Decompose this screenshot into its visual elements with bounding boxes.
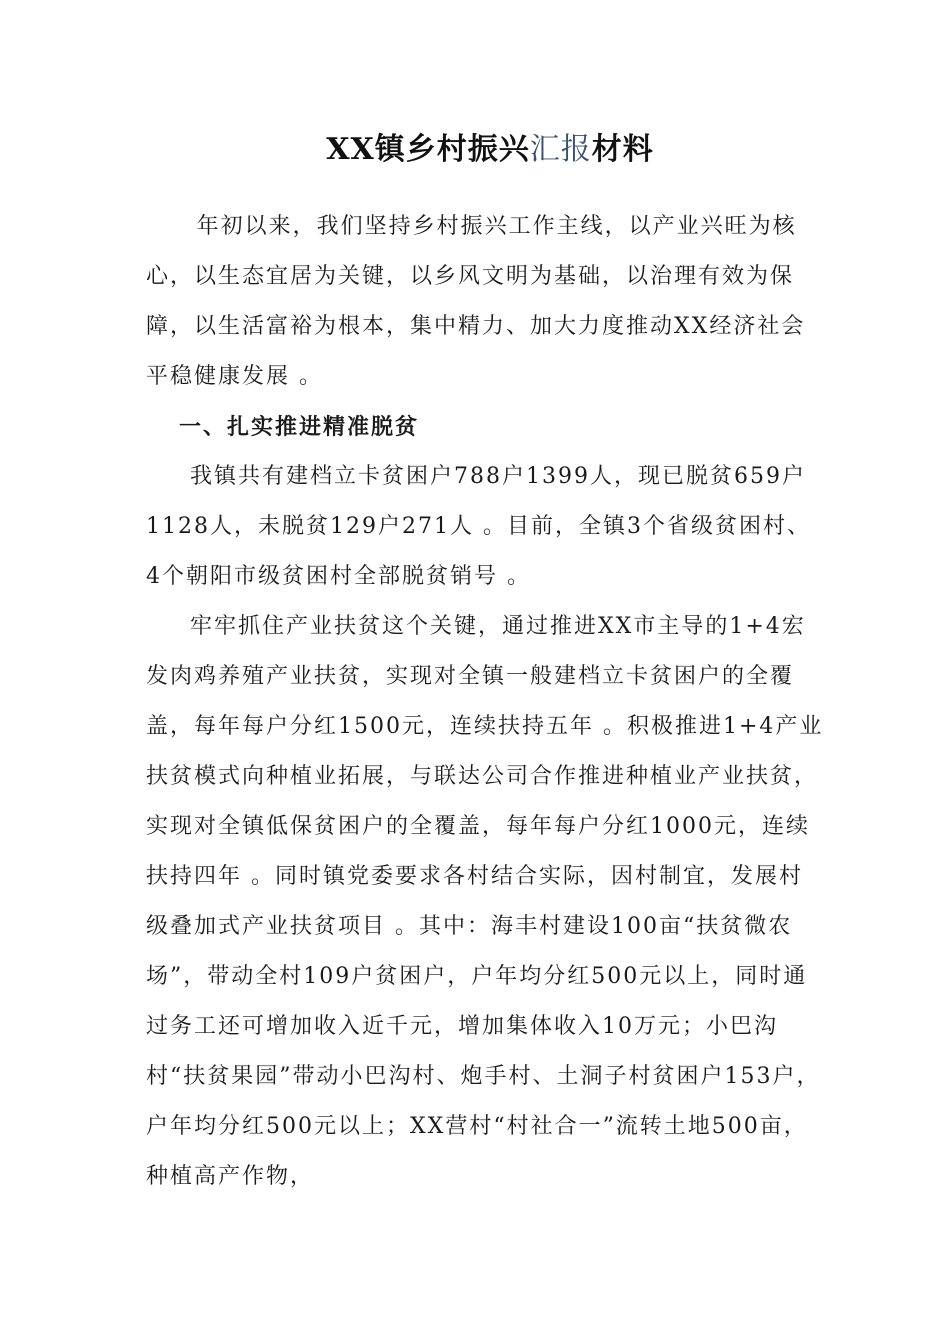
section-heading-1: 一、扎实推进精准脱贫 <box>179 414 420 440</box>
intro-paragraph: 年初以来，我们坚持乡村振兴工作主线，以产业兴旺为核心，以生态宜居为关键，以乡风文明为基础，以治理有效为保障，以生活富裕为根本，集中精力、加大力度推动XX经济社会平稳健康发展 。 <box>146 214 806 389</box>
title-part-2: 汇报 <box>529 132 592 167</box>
title-part-1: XX镇乡村振兴 <box>326 132 530 167</box>
section-1-paragraph-1: 我镇共有建档立卡贫困户788户1399人，现已脱贫659户1128人，未脱贫129户271人 。目前，全镇3个省级贫困村、4个朝阳市级贫困村全部脱贫销号 。 <box>146 464 811 589</box>
title-part-3: 材料 <box>591 132 654 167</box>
document-title <box>0 128 950 172</box>
document-body <box>146 202 826 1202</box>
section-1-paragraph-2: 牢牢抓住产业扶贫这个关键，通过推进XX市主导的1+4宏发肉鸡养殖产业扶贫，实现对全镇一般建档立卡贫困户的全覆盖，每年每户分红1500元，连续扶持五年 。积极推进1+4产业扶贫模式向种植业拓展，与联达公司合作推进种植业产业扶贫，实现对全镇低保贫困户的全覆盖，每年每户分红1000元，连续扶持四年 。同时镇党委要求各村结合实际，因村制宜，发展村级叠加式产业扶贫项目 。其中：海丰村建设100亩“扶贫微农场”，带动全村109户贫困户，户年均分红500元以上，同时通过务工还可增加收入近千元，增加集体收入10万元；小巴沟村“扶贫果园”带动小巴沟村、炮手村、土洞子村贫困户153户，户年均分红500元以上；XX营村“村社合一”流转土地500亩，种植高产作物， <box>146 614 824 1189</box>
